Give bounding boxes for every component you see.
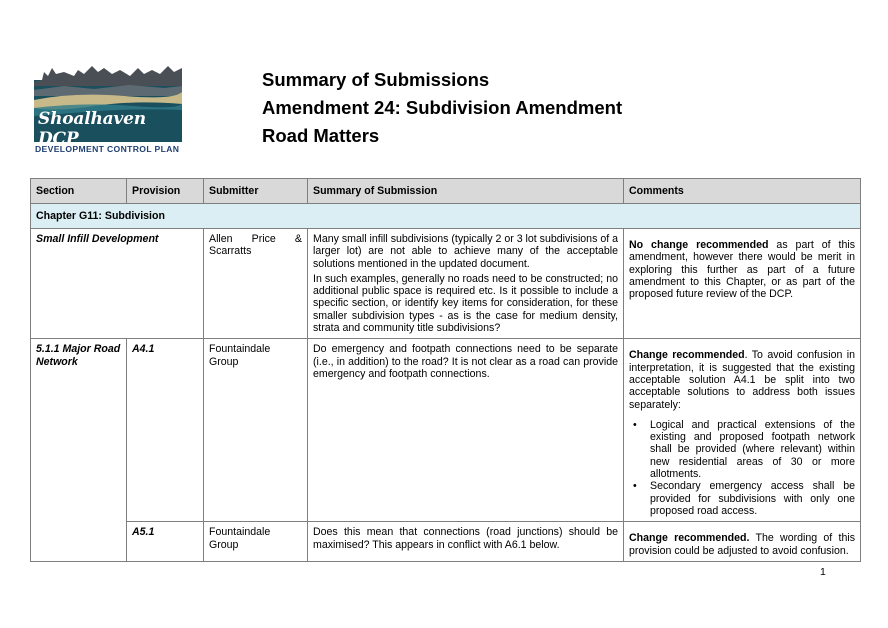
page-number: 1 <box>820 566 826 578</box>
comment-cell <box>624 522 861 562</box>
table-row <box>31 522 861 562</box>
submitter-cell <box>204 229 308 339</box>
column-header-section: Section <box>31 179 127 204</box>
submitter-cell: Fountaindale Group <box>204 522 308 562</box>
submitter-text: & <box>294 233 302 245</box>
comment-body: as part of this amendment, however there would be merit in exploring this further as part of a future amendment to this Chapter, or as part of the proposed future review of the DCP. <box>629 239 855 301</box>
submitter-text: Scarratts <box>209 245 252 258</box>
logo-tagline: DEVELOPMENT CONTROL PLAN <box>35 144 180 154</box>
comment-cell <box>624 229 861 339</box>
comment-lead: Change recommended. <box>629 532 750 545</box>
submissions-table <box>30 178 861 562</box>
submitter-text: Price <box>251 233 276 245</box>
list-item: • Secondary emergency access shall be provided for subdivisions with only one proposed road access. <box>629 480 855 517</box>
summary-cell <box>308 229 624 339</box>
comment-cell <box>624 339 861 522</box>
provision-cell: A5.1 <box>127 522 204 562</box>
summary-cell: Does this mean that connections (road junctions) should be maximised? This appears in conflict with A6.1 below. <box>308 522 624 562</box>
comment-text <box>629 239 855 300</box>
comment-text <box>629 349 855 410</box>
document-subtitle: Amendment 24: Subdivision Amendment <box>262 97 623 118</box>
column-header-submitter: Submitter <box>204 179 308 204</box>
list-item: • Logical and practical extensions of the existing and proposed footpath network shall be provided (where relevant) within new residential areas of 30 or more allotments. <box>629 419 855 480</box>
comment-bullet-list <box>629 419 855 517</box>
section-cell: Small Infill Development <box>31 229 204 339</box>
summary-paragraph: In such examples, generally no roads need to be constructed; no additional public space is required etc. Is it possible to include a specific section, or identify key items for consideration, for these smaller subdivision types - as is the case for medium density, strata and community title subdivisions? <box>313 272 618 335</box>
provision-cell: A4.1 <box>127 339 204 522</box>
chapter-row <box>31 204 861 229</box>
table-row <box>31 339 861 522</box>
logo-brand-text: Shoalhaven DCP <box>38 109 146 149</box>
column-header-comments: Comments <box>624 179 861 204</box>
summary-cell: Do emergency and footpath connections need to be separate (i.e., in addition) to the road? It is not clear as a road can provide emergency and footpath connections. <box>308 339 624 522</box>
submitter-text: Allen <box>209 233 233 245</box>
comment-lead: Change recommended <box>629 349 745 362</box>
comment-body: . To avoid confusion in interpretation, it is suggested that the existing acceptable solution A4.1 be split into two acceptable solutions to address both issues separately: <box>629 349 855 411</box>
table-header-row <box>31 179 861 204</box>
document-title: Summary of Submissions <box>262 69 490 90</box>
comment-lead: No change recommended <box>629 239 769 251</box>
comment-text <box>629 532 855 557</box>
document-topic: Road Matters <box>262 125 380 146</box>
table-row <box>31 229 861 339</box>
submitter-cell: Fountaindale Group <box>204 339 308 522</box>
document-title-block <box>262 66 622 150</box>
section-cell: 5.1.1 Major Road Network <box>31 339 127 561</box>
column-header-provision: Provision <box>127 179 204 204</box>
shoalhaven-dcp-logo <box>34 60 182 156</box>
summary-paragraph: Many small infill subdivisions (typically 2 or 3 lot subdivisions of a larger lot) are not able to achieve many of the acceptable solutions mentioned in the updated document. <box>313 233 618 270</box>
chapter-heading: Chapter G11: Subdivision <box>31 204 861 229</box>
column-header-summary: Summary of Submission <box>308 179 624 204</box>
comment-body: The wording of this provision could be adjusted to avoid confusion. <box>629 532 855 557</box>
